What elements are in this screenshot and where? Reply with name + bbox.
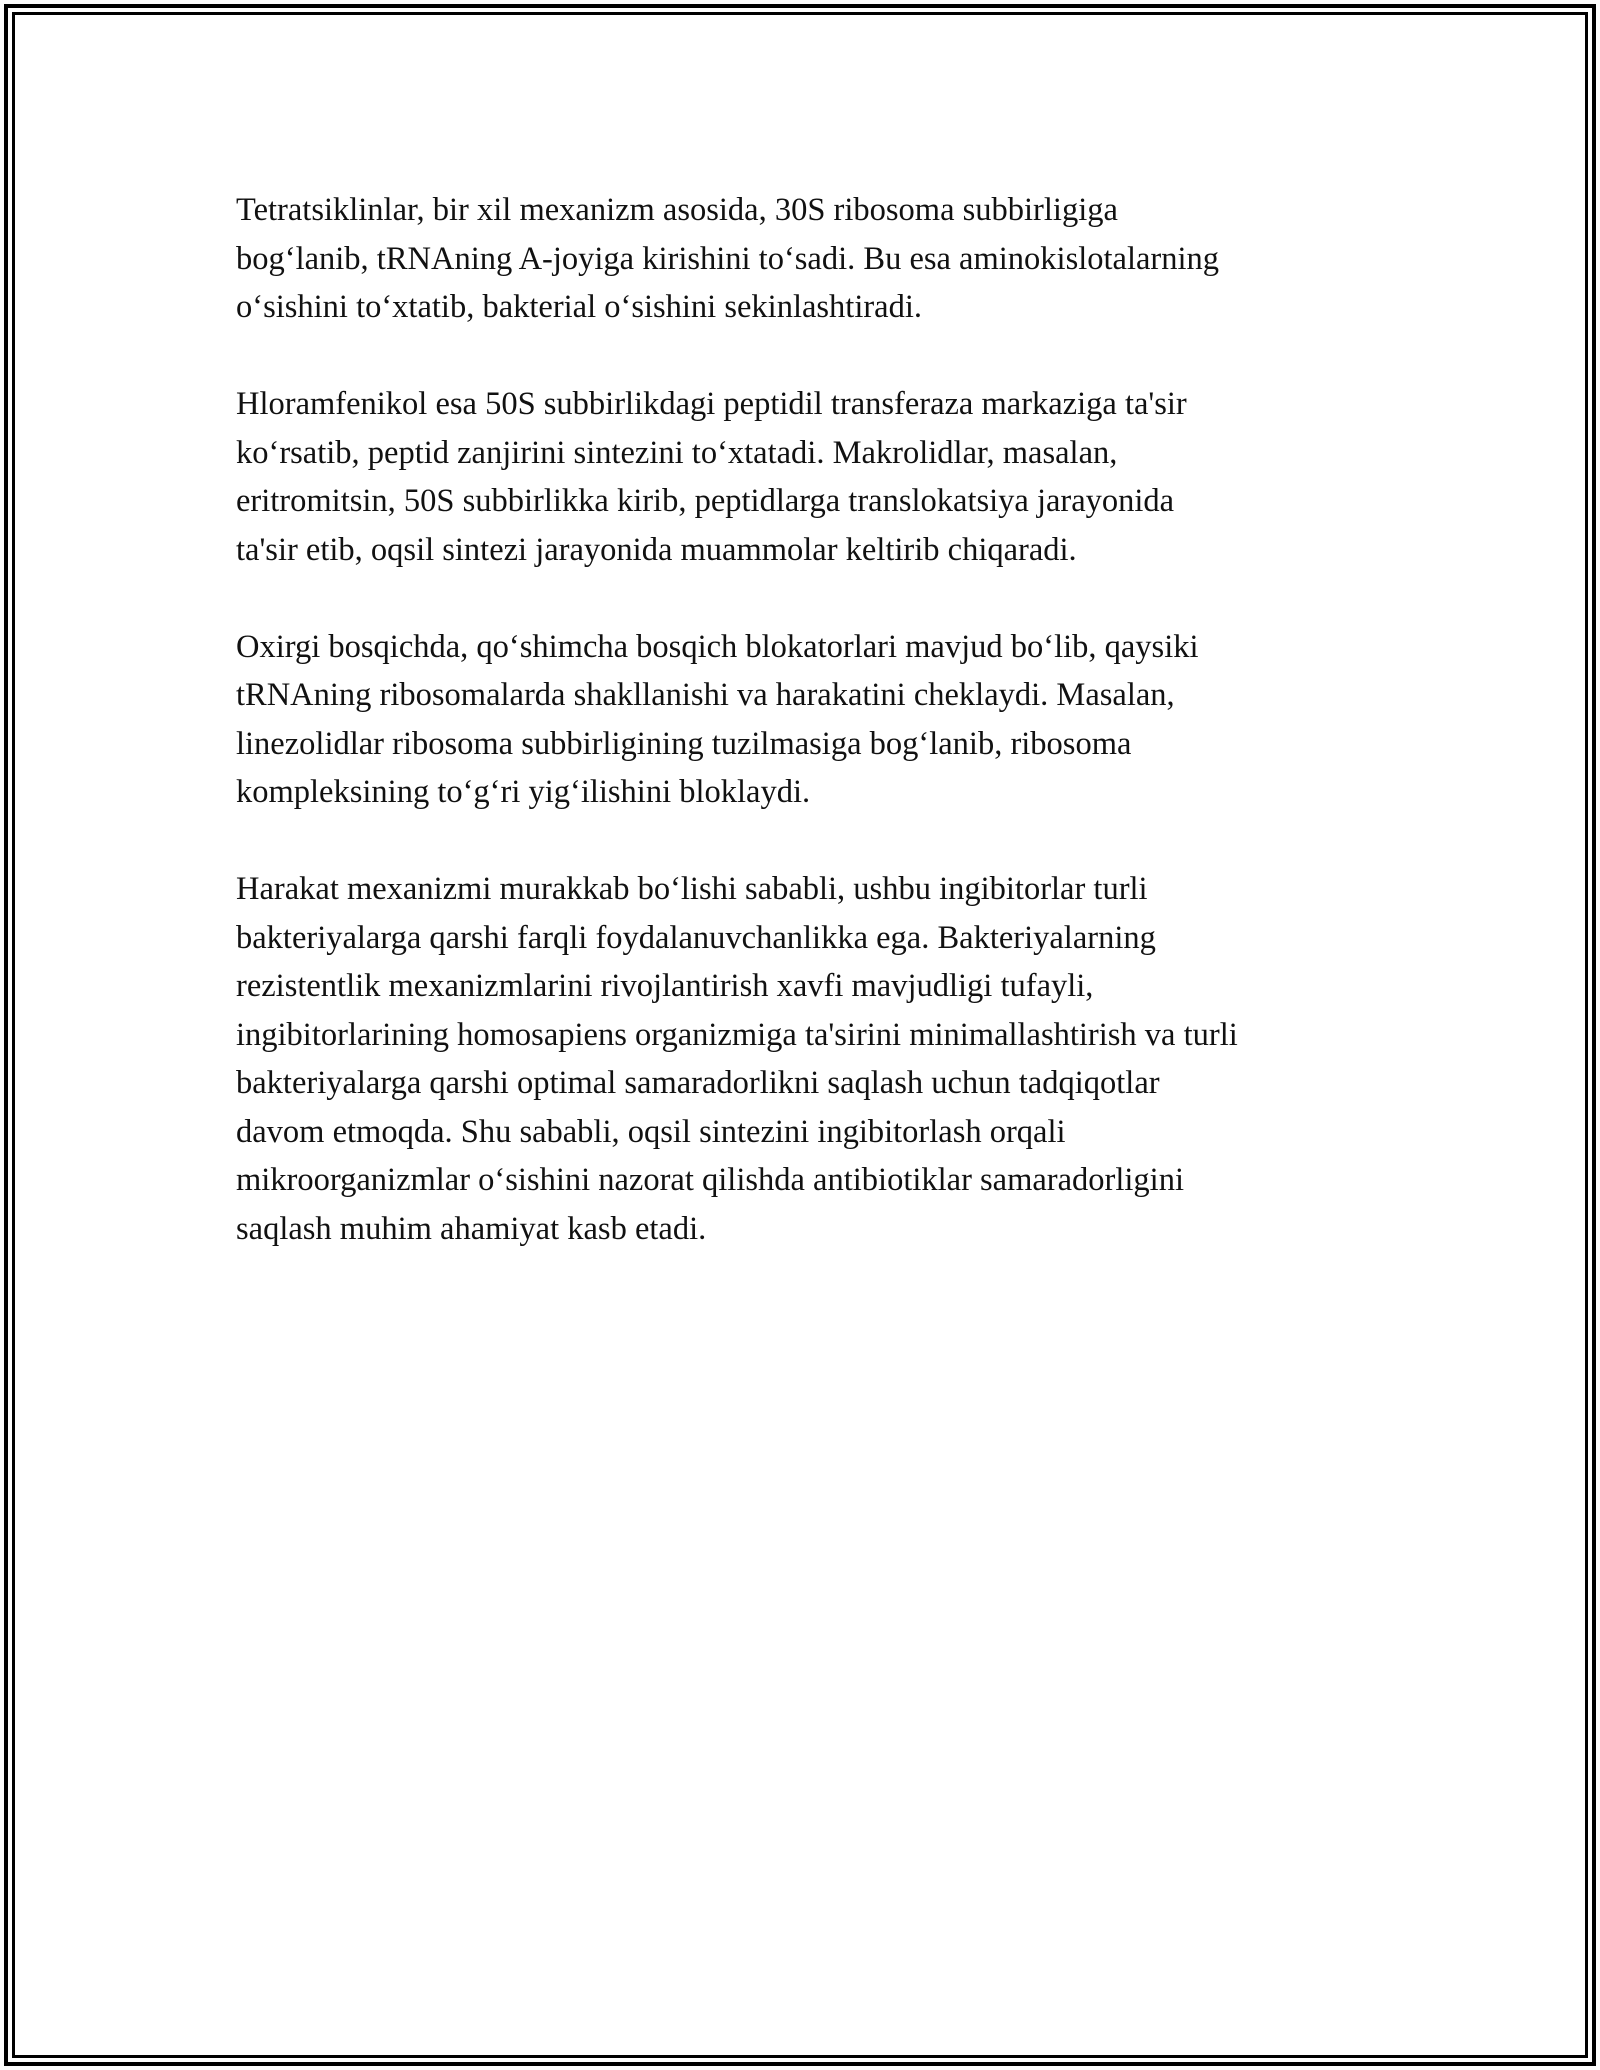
text-line: o‘sishini to‘xtatib, bakterial o‘sishini sekinlashtiradi. [236, 289, 923, 325]
text-line: saqlash muhim ahamiyat kasb etadi. [236, 1210, 707, 1247]
text-line: eritromitsin, 50S subbirlikka kirib, peptidlarga translokatsiya jarayonida [236, 483, 1175, 519]
text-line: Tetratsiklinlar, bir xil mexanizm asosida, 30S ribosoma subbirligiga [236, 192, 1118, 228]
paragraph-2 [236, 380, 1386, 574]
text-line: kompleksining to‘g‘ri yig‘ilishini bloklaydi. [236, 774, 811, 810]
text-line: davom etmoqda. Shu sababli, oqsil sintezini ingibitorlash orqali [236, 1113, 1066, 1150]
paragraph-3 [236, 623, 1386, 817]
text-line: bakteriyalarga qarshi optimal samaradorlikni saqlash uchun tadqiqotlar [236, 1065, 1160, 1101]
text-line: Oxirgi bosqichda, qo‘shimcha bosqich blokatorlari mavjud bo‘lib, qaysiki [236, 628, 1199, 665]
text-line: bog‘lanib, tRNAning A-joyiga kirishini to‘sadi. Bu esa aminokislotalarning [236, 240, 1220, 277]
paragraph-4 [236, 865, 1386, 1253]
text-line: ingibitorlarining homosapiens organizmiga ta'sirini minimallashtirish va turli [236, 1016, 1238, 1053]
text-line: mikroorganizmlar o‘sishini nazorat qilishda antibiotiklar samaradorligini [236, 1162, 1184, 1198]
text-line: ko‘rsatib, peptid zanjirini sintezini to‘xtatadi. Makrolidlar, masalan, [236, 434, 1118, 471]
text-line: ta'sir etib, oqsil sintezi jarayonida muammolar keltirib chiqaradi. [236, 531, 1077, 568]
document-body [236, 186, 1386, 1302]
text-line: Hloramfenikol esa 50S subbirlikdagi peptidil transferaza markaziga ta'sir [236, 386, 1187, 422]
text-line: rezistentlik mexanizmlarini rivojlantirish xavfi mavjudligi tufayli, [236, 968, 1094, 1004]
paragraph-1 [236, 186, 1386, 332]
text-line: Harakat mexanizmi murakkab bo‘lishi sababli, ushbu ingibitorlar turli [236, 871, 1148, 907]
text-line: tRNAning ribosomalarda shakllanishi va harakatini cheklaydi. Masalan, [236, 677, 1175, 713]
text-line: bakteriyalarga qarshi farqli foydalanuvchanlikka ega. Bakteriyalarning [236, 919, 1156, 956]
text-line: linezolidlar ribosoma subbirligining tuzilmasiga bog‘lanib, ribosoma [236, 725, 1132, 762]
